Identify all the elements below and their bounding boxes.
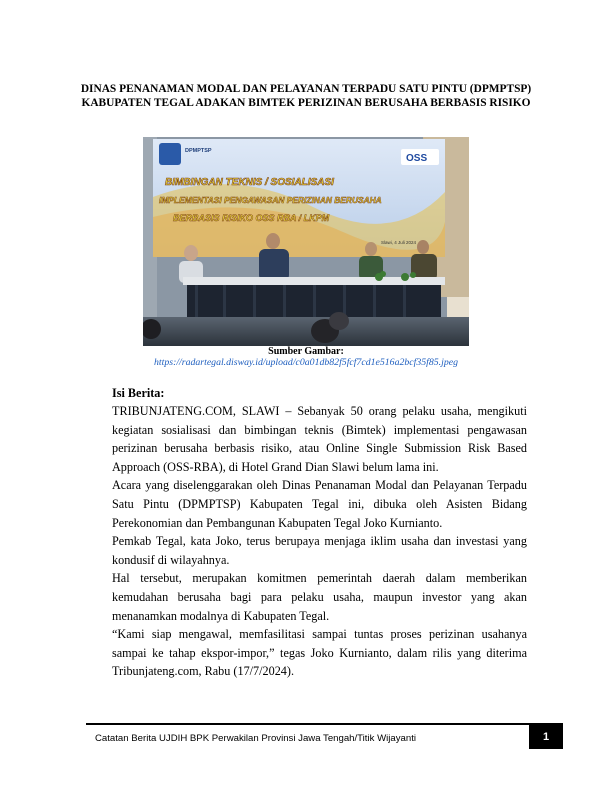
paragraph: Hal tersebut, merupakan komitmen pemerintah daerah dalam memberikan kemudahan berusaha bagi para pelaku usaha, maupun investor yang akan menanamkan modalnya di Kabupaten Tegal. <box>112 571 527 623</box>
image-source-link[interactable]: https://radartegal.disway.id/upload/c0a01db82f5fcf7cd1e516a2bcf35f85.jpeg <box>154 357 458 368</box>
paragraph: “Kami siap mengawal, memfasilitasi sampai tuntas proses perizinan usahanya sampai ke tahap ekspor-impor,” tegas Joko Kurnianto, dalam rilis yang diterima Tribunjateng.com, Rabu (17/7/2024). <box>112 627 527 679</box>
banner-line-1: BIMBINGAN TEKNIS / SOSIALISASI <box>165 177 334 188</box>
paragraph: Pemkab Tegal, kata Joko, terus berupaya menjaga iklim usaha dan investasi yang kondusif di wilayahnya. <box>112 534 527 567</box>
oss-logo <box>401 149 439 165</box>
svg-text:DPMPTSP: DPMPTSP <box>185 148 212 154</box>
image-source-label: Sumber Gambar: <box>268 346 344 357</box>
article-title: DINAS PENANAMAN MODAL DAN PELAYANAN TERPADU SATU PINTU (DPMPTSP) KABUPATEN TEGAL ADAKAN BIMTEK PERIZINAN BERUSAHA BERBASIS RISIKO <box>80 83 532 110</box>
footer-text: Catatan Berita UJDIH BPK Perwakilan Provinsi Jawa Tengah/Titik Wijayanti <box>95 733 416 744</box>
event-photo-illustration <box>143 137 469 346</box>
article-body <box>112 402 527 681</box>
article-photo <box>143 137 469 346</box>
banner-line-3: BERBASIS RISIKO OSS RBA / LKPM <box>173 213 330 223</box>
banner-date: Slawi, 4 Juli 2024 <box>381 240 417 245</box>
footer-divider <box>86 723 563 725</box>
content-heading: Isi Berita: <box>112 386 165 400</box>
svg-text:OSS: OSS <box>406 153 428 164</box>
paragraph: TRIBUNJATENG.COM, SLAWI – Sebanyak 50 orang pelaku usaha, mengikuti kegiatan sosialisasi dan bimbingan teknis (Bimtek) implementasi pengawasan perizinan berusaha berbasis risiko, atau Online Single Submission Risk Based Approach (OSS-RBA), di Hotel Grand Dian Slawi belum lama ini. <box>112 404 527 474</box>
page-number: 1 <box>529 725 563 749</box>
paragraph: Acara yang diselenggarakan oleh Dinas Penanaman Modal dan Pelayanan Terpadu Satu Pintu (DPMPTSP) Kabupaten Tegal ini, dibuka oleh Asisten Bidang Perekonomian dan Pembangunan Kabupaten Tegal Joko Kurnianto. <box>112 478 527 530</box>
banner-line-2: IMPLEMENTASI PENGAWASAN PERIZINAN BERUSAHA <box>159 195 382 205</box>
